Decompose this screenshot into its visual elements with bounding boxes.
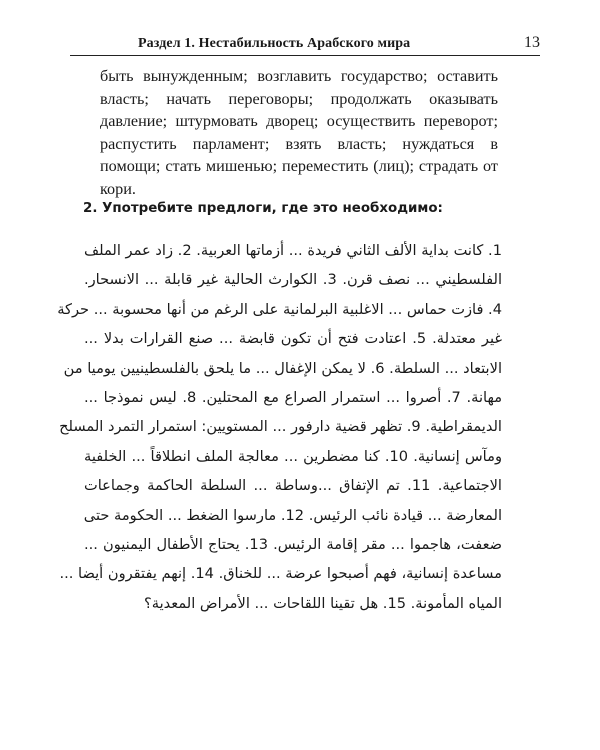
- header-rule: [70, 55, 540, 56]
- russian-vocabulary-paragraph: [100, 65, 498, 201]
- russian-line: распустить парламент; взять власть; нуждаться: [100, 134, 475, 153]
- arabic-exercise-text: [57, 236, 503, 618]
- arabic-line: الابتعاد ... السلطة. 6. لا يمكن الإغفال ... ما يلحق بالفلسطينيين يوميا من: [63, 359, 502, 377]
- section-title: Раздел 1. Нестабильность Арабского мира: [138, 36, 411, 51]
- arabic-line: 4. فازت حماس ... الاغلبية البرلمانية على الرغم من أنها محسوبة ... حركة: [57, 300, 502, 318]
- arabic-line: المعارضة ... قيادة نائب الرئيس. 12. مارسوا الضغط ... الحكومة حتى: [83, 506, 502, 524]
- exercise-heading: 2. Употребите предлоги, где это необходимо:: [83, 201, 443, 216]
- arabic-line: ضعفت، هاجموا ... مقر إقامة الرئيس. 13. يحتاج الأطفال اليمنيون ...: [84, 535, 503, 553]
- running-head: [70, 34, 540, 52]
- russian-line: давление; штурмовать дворец; осуществить переворот;: [100, 112, 498, 131]
- arabic-line: ومآس إنسانية. 10. كنا مضطرين ... معالجة الملف انطلاقاً ... الخلفية: [84, 447, 502, 465]
- arabic-line: مساعدة إنسانية، فهم أصبحوا عرضة ... للخناق. 14. إنهم يفتقرون أيضا ...: [59, 565, 502, 583]
- arabic-line: الفلسطيني ... نصف قرن. 3. الكوارث الحالية غير قابلة ... الانسحار.: [84, 271, 502, 289]
- russian-line: быть вынужденным; возглавить государство; оставить: [100, 67, 498, 85]
- page-number: 13: [524, 34, 540, 51]
- arabic-line: 1. كانت بداية الألف الثاني فريدة ... أزماتها العربية. 2. زاد عمر الملف: [84, 242, 502, 259]
- russian-line: в помощи; стать мишенью; переместить (лиц); страдать: [100, 134, 499, 176]
- arabic-line: الديمقراطية. 9. تظهر قضية دارفور ... المستويين: استمرار التمرد المسلح: [59, 418, 502, 436]
- arabic-line: المياه المأمونة. 15. هل تقينا اللقاحات ... الأمراض المعدية؟: [144, 594, 502, 612]
- arabic-line: غير معتدلة. 5. اعتادت فتح أن تكون قابضة ... صنع القرارات بدلا ...: [84, 330, 502, 348]
- russian-line: власть; начать переговоры; продолжать оказывать: [100, 89, 498, 108]
- arabic-line: الاجتماعية. 11. تم الإتفاق ...وساطة ... السلطة الحاكمة وجماعات: [84, 477, 502, 495]
- arabic-line: مهانة. 7. أصروا ... استمرار الصراع مع المحتلين. 8. ليس نموذجا ...: [84, 388, 503, 406]
- russian-line: от кори.: [100, 157, 498, 198]
